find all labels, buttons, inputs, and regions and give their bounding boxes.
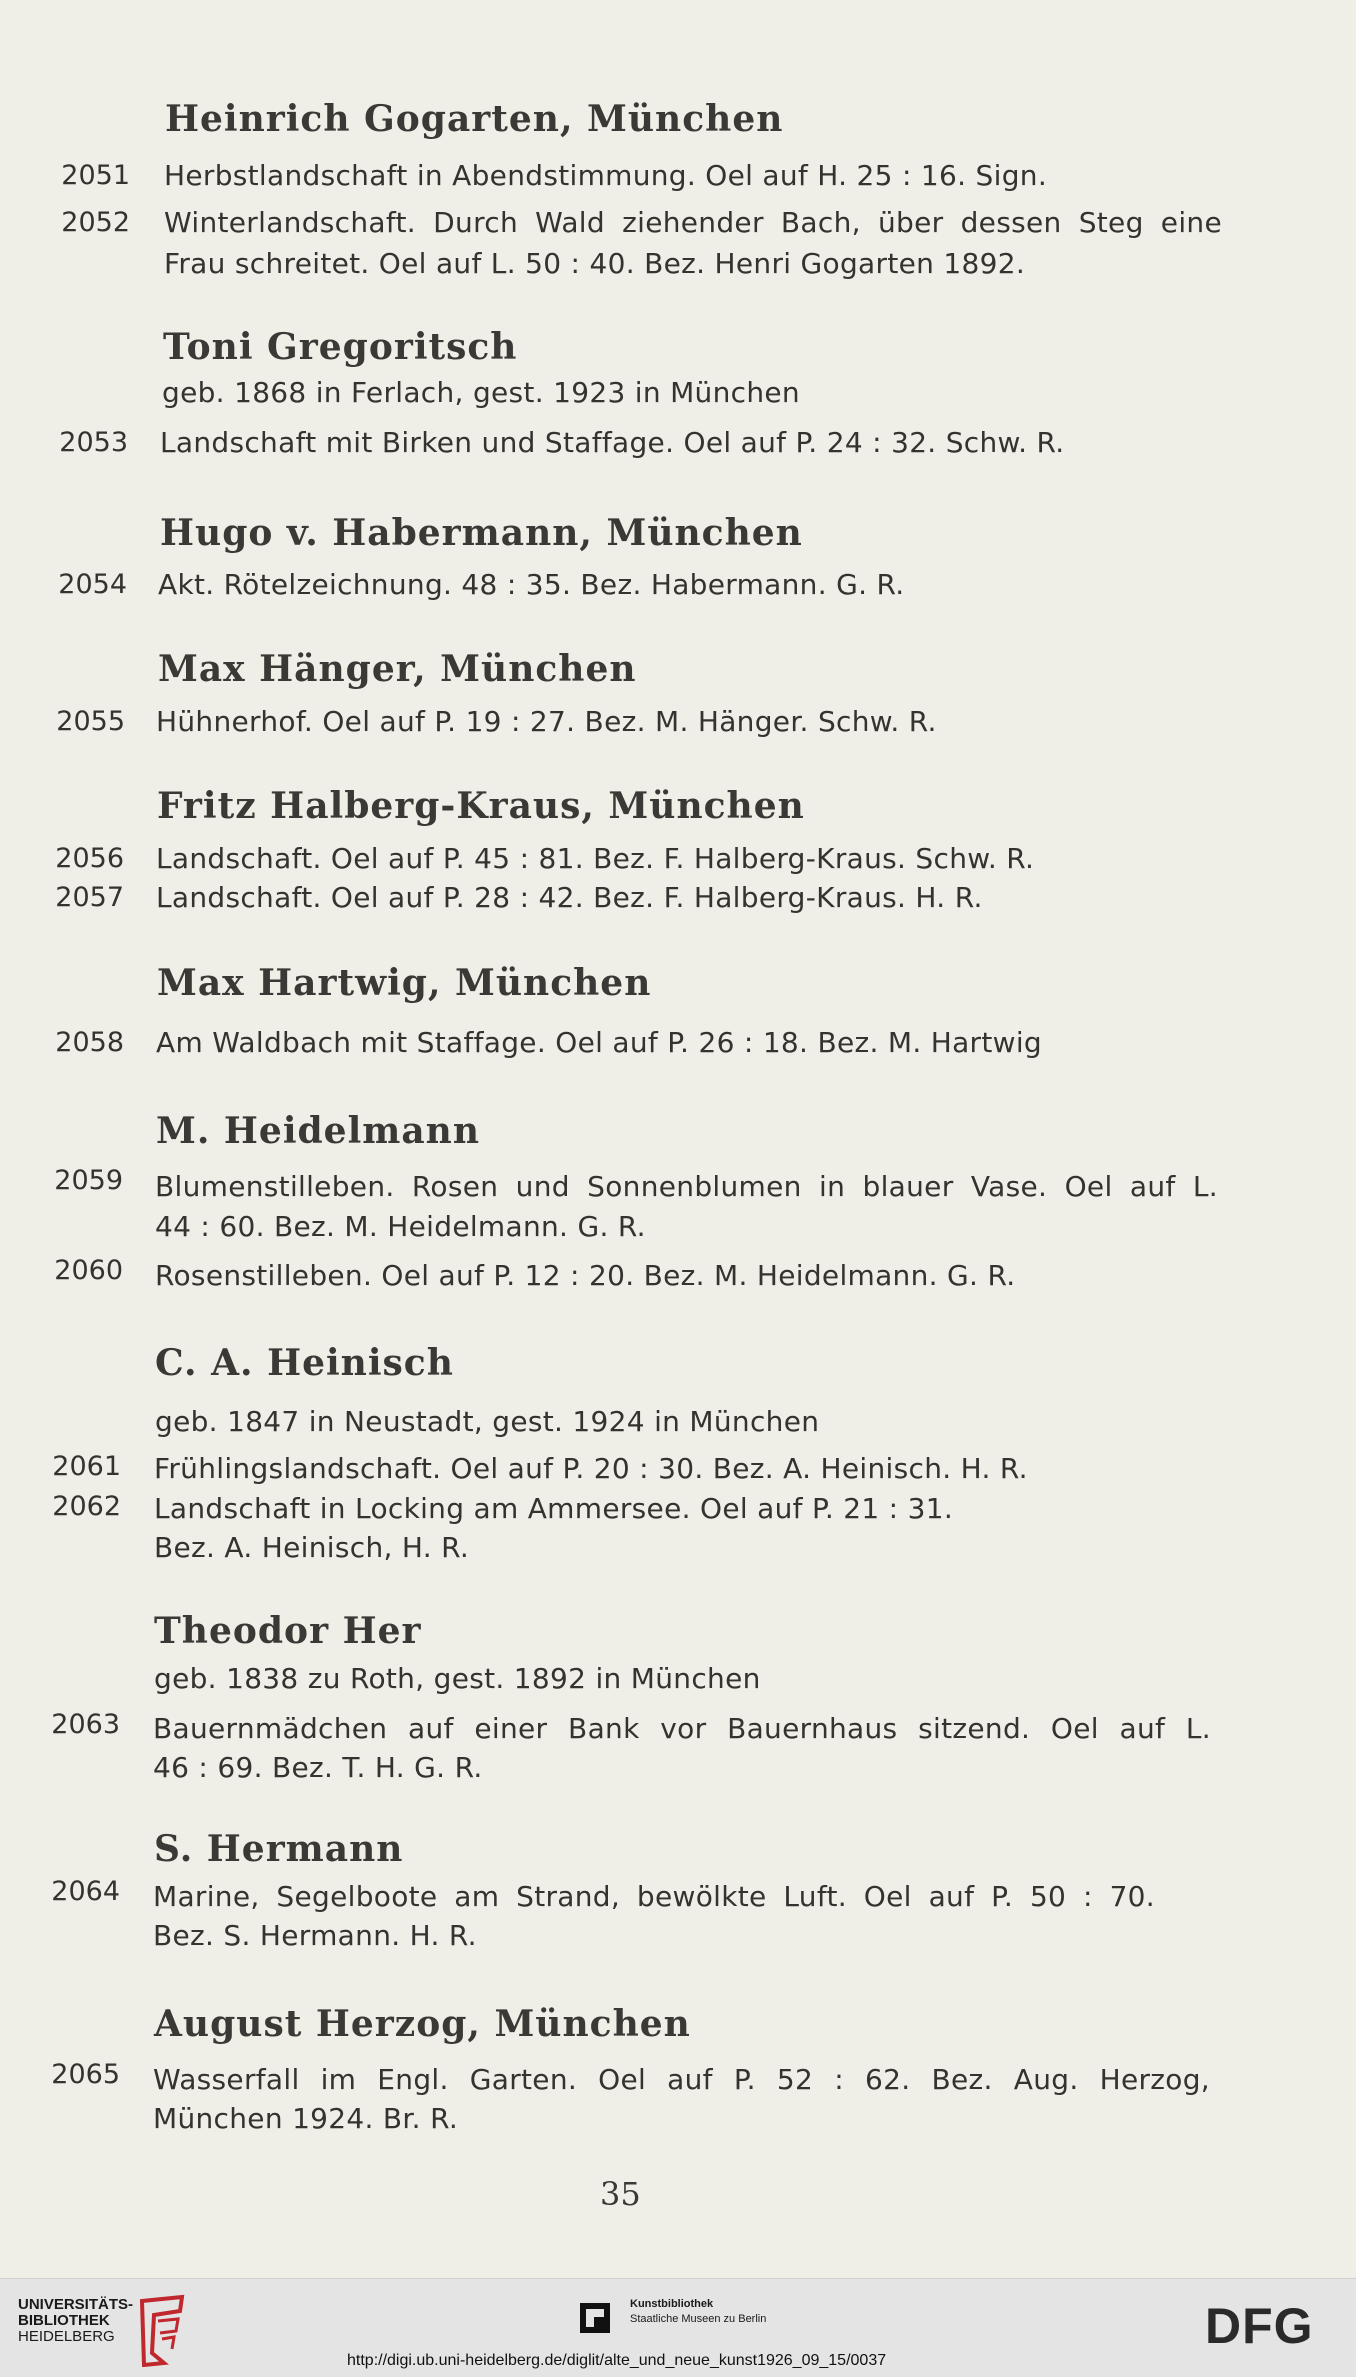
lot-number: 2057: [55, 882, 124, 913]
lot-description: Herbstlandschaft in Abendstimmung. Oel auf H. 25 : 16. Sign.: [164, 159, 1048, 192]
lot-description: Landschaft mit Birken und Staffage. Oel auf P. 24 : 32. Schw. R.: [160, 426, 1065, 459]
lot-description: Frühlingslandschaft. Oel auf P. 20 : 30. Bez. A. Heinisch. H. R.: [154, 1452, 1028, 1485]
artist-biography: geb. 1868 in Ferlach, gest. 1923 in München: [162, 376, 800, 409]
university-library-logo[interactable]: [18, 2297, 133, 2345]
lot-number: 2052: [61, 207, 130, 238]
library-name-line: UNIVERSITÄTS-: [18, 2296, 134, 2313]
kunstbibliothek-subtitle: Staatliche Museen zu Berlin: [630, 2313, 767, 2325]
lot-description: Blumenstilleben. Rosen und Sonnenblumen in blauer Vase. Oel auf L.: [155, 1170, 1218, 1203]
lot-description-continued: München 1924. Br. R.: [153, 2102, 459, 2135]
lot-number: 2053: [59, 427, 128, 458]
lot-number: 2058: [55, 1027, 124, 1058]
lot-number: 2065: [51, 2059, 120, 2090]
permalink-url[interactable]: http://digi.ub.uni-heidelberg.de/diglit/alte_und_neue_kunst1926_09_15/0037: [347, 2352, 887, 2369]
lot-description: Bauernmädchen auf einer Bank vor Bauernhaus sitzend. Oel auf L.: [153, 1712, 1211, 1745]
lot-description: Rosenstilleben. Oel auf P. 12 : 20. Bez. M. Heidelmann. G. R.: [155, 1259, 1016, 1292]
lot-description: Landschaft in Locking am Ammersee. Oel auf P. 21 : 31.: [154, 1492, 954, 1525]
artist-heading: Heinrich Gogarten, München: [165, 98, 784, 140]
lot-number: 2061: [52, 1451, 121, 1482]
lot-number: 2055: [56, 706, 125, 737]
lot-description: Am Waldbach mit Staffage. Oel auf P. 26 : 18. Bez. M. Hartwig: [156, 1026, 1042, 1059]
artist-heading: S. Hermann: [154, 1828, 404, 1870]
lot-description-continued: Bez. A. Heinisch, H. R.: [154, 1531, 470, 1564]
heidelberg-emblem-icon: [134, 2293, 190, 2367]
lot-description: Marine, Segelboote am Strand, bewölkte Luft. Oel auf P. 50 : 70.: [153, 1880, 1155, 1913]
lot-description: Landschaft. Oel auf P. 45 : 81. Bez. F. Halberg-Kraus. Schw. R.: [156, 842, 1035, 875]
lot-number: 2062: [52, 1491, 121, 1522]
lot-description: Landschaft. Oel auf P. 28 : 42. Bez. F. Halberg-Kraus. H. R.: [156, 881, 983, 914]
lot-description-continued: 44 : 60. Bez. M. Heidelmann. G. R.: [155, 1210, 646, 1243]
lot-number: 2054: [58, 569, 127, 600]
artist-heading: M. Heidelmann: [156, 1110, 481, 1152]
library-name-line: BIBLIOTHEK: [18, 2312, 110, 2329]
lot-description-continued: 46 : 69. Bez. T. H. G. R.: [153, 1751, 483, 1784]
dfg-logo[interactable]: DFG: [1205, 2298, 1314, 2354]
artist-heading: Hugo v. Habermann, München: [160, 512, 803, 554]
lot-number: 2064: [51, 1876, 120, 1907]
lot-description-continued: Frau schreitet. Oel auf L. 50 : 40. Bez. Henri Gogarten 1892.: [164, 247, 1026, 280]
artist-heading: Max Hartwig, München: [157, 962, 652, 1004]
kunstbibliothek-mark-icon: [580, 2303, 610, 2333]
lot-number: 2060: [54, 1255, 123, 1286]
lot-description: Winterlandschaft. Durch Wald ziehender Bach, über dessen Steg eine: [164, 206, 1222, 239]
artist-heading: Fritz Halberg-Kraus, München: [157, 785, 805, 827]
library-name-line: HEIDELBERG: [18, 2328, 115, 2345]
artist-biography: geb. 1838 zu Roth, gest. 1892 in München: [154, 1662, 761, 1695]
lot-description-continued: Bez. S. Hermann. H. R.: [153, 1919, 477, 1952]
lot-number: 2051: [61, 160, 130, 191]
artist-biography: geb. 1847 in Neustadt, gest. 1924 in München: [155, 1405, 820, 1438]
page-number: 35: [600, 2175, 641, 2213]
lot-number: 2056: [55, 843, 124, 874]
artist-heading: C. A. Heinisch: [155, 1342, 454, 1384]
kunstbibliothek-title: Kunstbibliothek: [630, 2298, 714, 2310]
viewer-footer: [0, 2278, 1356, 2377]
lot-number: 2063: [51, 1709, 120, 1740]
artist-heading: Toni Gregoritsch: [163, 326, 518, 368]
artist-heading: August Herzog, München: [154, 2003, 691, 2045]
lot-number: 2059: [54, 1165, 123, 1196]
artist-heading: Max Hänger, München: [158, 648, 637, 690]
kunstbibliothek-text: [630, 2297, 766, 2327]
artist-heading: Theodor Her: [154, 1610, 422, 1652]
lot-description: Akt. Rötelzeichnung. 48 : 35. Bez. Habermann. G. R.: [158, 568, 905, 601]
lot-description: Wasserfall im Engl. Garten. Oel auf P. 52 : 62. Bez. Aug. Herzog,: [153, 2063, 1210, 2096]
lot-description: Hühnerhof. Oel auf P. 19 : 27. Bez. M. Hänger. Schw. R.: [156, 705, 937, 738]
